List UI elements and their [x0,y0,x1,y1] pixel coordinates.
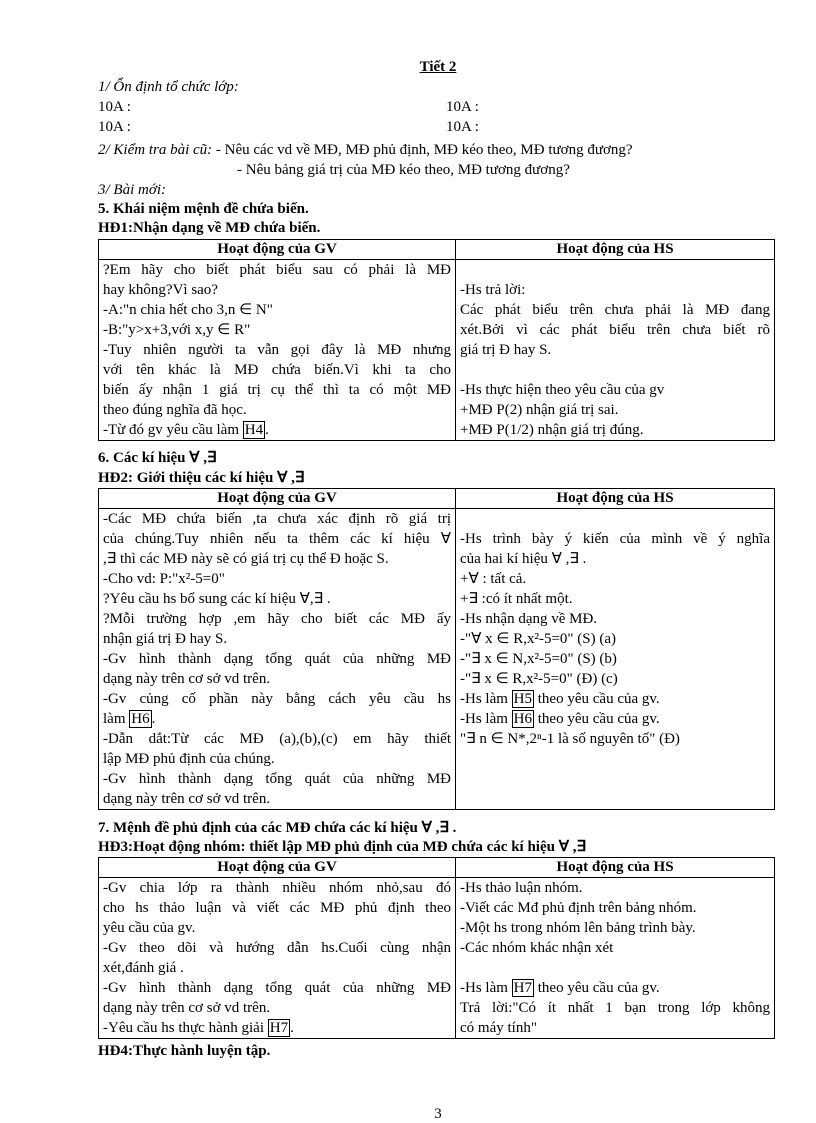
gv-column-header: Hoạt động của GV [99,489,456,509]
task-ref-box: H7 [269,1020,289,1036]
hs-line: -Một hs trong nhóm lên bảng trình bày. [460,920,696,936]
gv-line: -Tuy nhiên người ta vẫn gọi đây là MĐ nhưng [103,342,451,358]
hs-cell [456,509,775,810]
hs-line: có máy tính" [460,1020,537,1036]
gv-line: dạng này trên cơ sở vd trên. [103,791,271,807]
hs-line: -Hs trả lời: [460,282,526,298]
hs-line: -Hs trình bày ý kiến của mình về ý nghĩa [460,531,770,547]
hd3-table [98,857,775,1039]
hs-line: -"∃ x ∈ N,x²-5=0" (S) (b) [460,651,617,667]
gv-cell [99,260,456,441]
hs-cell [456,260,775,441]
hs-line-text: theo yêu cầu của gv. [534,711,660,727]
review-question-2: - Nêu bảng giá trị của MĐ kéo theo, MĐ tương đương? [237,162,570,178]
sec7-heading: 7. Mệnh đề phủ định của các MĐ chứa các kí hiệu ∀ ,∃ . [98,820,457,836]
hs-line: Trả lời:"Có ít nhất 1 bạn trong lớp không [460,1000,770,1016]
gv-line: -A:"n chia hết cho 3,n ∈ N" [103,302,273,318]
hd1-heading: HĐ1:Nhận dạng về MĐ chứa biến. [98,220,321,236]
class-entry: 10A : [98,99,131,115]
gv-line: nhận giá trị Đ hay S. [103,631,228,647]
gv-line: dạng này trên cơ sở vd trên. [103,1000,271,1016]
hs-line: +MĐ P(1/2) nhận giá trị đúng. [460,422,644,438]
gv-line: xét,đánh giá . [103,960,184,976]
hd2-heading: HĐ2: Giới thiệu các kí hiệu ∀ ,∃ [98,470,305,486]
gv-line: -Các MĐ chứa biến ,ta chưa xác định rõ giá trị [103,511,451,527]
hs-line: -Hs thảo luận nhóm. [460,880,583,896]
gv-line: -Gv củng cố phần này bằng cách yêu cầu hs [103,691,451,707]
sec5-heading: 5. Khái niệm mệnh đề chứa biến. [98,201,309,217]
task-ref-box: H7 [513,980,533,996]
gv-cell [99,878,456,1039]
hs-line: -Hs thực hiện theo yêu cầu của gv [460,382,665,398]
hs-line-text: theo yêu cầu của gv. [534,980,660,996]
section-3-heading: 3/ Bài mới: [98,182,166,198]
gv-cell [99,509,456,810]
gv-line [103,1018,451,1038]
class-entry: 10A : [98,119,131,135]
hs-line-text: -Hs làm [460,980,512,996]
hs-line: -Hs nhận dạng về MĐ. [460,611,598,627]
hs-column-header: Hoạt động của HS [456,489,775,509]
hs-line [460,689,770,709]
gv-line: ?Em hãy cho biết phát biểu sau có phải là MĐ [103,262,451,278]
hs-line-text: theo yêu cầu của gv. [534,691,660,707]
gv-line: -Dẫn dắt:Từ các MĐ (a),(b),(c) em hãy thiết [103,731,451,747]
hs-line: giá trị Đ hay S. [460,342,552,358]
task-ref-box: H5 [513,691,533,707]
hs-line: -Các nhóm khác nhận xét [460,940,614,956]
gv-line: -Gv hình thành dạng tổng quát của những MĐ [103,980,451,996]
gv-line: ?Mỗi trường hợp ,em hãy cho biết các MĐ ấy [103,611,451,627]
spacer [460,509,770,529]
gv-line [103,420,451,440]
hs-line: -Viết các Mđ phủ định trên bảng nhóm. [460,900,697,916]
gv-line-text: . [265,422,269,438]
section-1-heading: 1/ Ổn định tổ chức lớp: [98,79,239,95]
gv-line: -Gv hình thành dạng tổng quát của những MĐ [103,651,451,667]
hs-line-text: -Hs làm [460,691,512,707]
gv-column-header: Hoạt động của GV [99,240,456,260]
hs-line: của hai kí hiệu ∀ ,∃ . [460,551,587,567]
gv-line: theo đúng nghĩa đã học. [103,402,247,418]
spacer [460,360,770,380]
gv-line: với tên khác là MĐ chứa biến.Vì khi ta cho [103,362,451,378]
gv-line-text: . [290,1020,294,1036]
gv-line: yêu cầu của gv. [103,920,196,936]
hs-line: Các phát biểu trên chưa phải là MĐ đang [460,302,770,318]
hs-line [460,978,770,998]
gv-line: lập MĐ phủ định của chúng. [103,751,275,767]
page-number: 3 [434,1106,442,1122]
lesson-title: Tiết 2 [419,59,457,75]
task-ref-box: H6 [513,711,533,727]
class-entry: 10A : [446,99,479,115]
gv-line-text: làm [103,711,130,727]
gv-line: ,∃ thì các MĐ này sẽ có giá trị cụ thể Đ hoặc S. [103,551,389,567]
hd4-heading: HĐ4:Thực hành luyện tập. [98,1043,271,1059]
hs-line-text: -Hs làm [460,711,512,727]
hs-line: xét.Bởi vì các phát biểu trên chưa biết rõ [460,322,770,338]
hs-line: -"∃ x ∈ R,x²-5=0" (Đ) (c) [460,671,618,687]
task-ref-box: H4 [244,422,264,438]
gv-line: -Gv chia lớp ra thành nhiều nhóm nhỏ,sau đó [103,880,451,896]
gv-line: -B:"y>x+3,với x,y ∈ R" [103,322,251,338]
gv-line: biến ấy nhận 1 giá trị cụ thể thì ta có một MĐ [103,382,451,398]
gv-line-text: -Từ đó gv yêu cầu làm [103,422,243,438]
hs-line: +∃ :có ít nhất một. [460,591,573,607]
gv-line: của chúng.Tuy nhiên nếu ta thêm các kí hiệu ∀ [103,531,451,547]
hs-line [460,709,770,729]
section-2-label: 2/ Kiểm tra bài cũ: [98,142,213,158]
hd1-table [98,239,775,441]
gv-line: ?Yêu cầu hs bổ sung các kí hiệu ∀,∃ . [103,591,331,607]
gv-line: -Gv theo dõi và hướng dẫn hs.Cuối cùng nhận [103,940,451,956]
hd2-table [98,488,775,810]
gv-line [103,709,451,729]
review-question-1: - Nêu các vd về MĐ, MĐ phủ định, MĐ kéo theo, MĐ tương đương? [212,142,633,158]
hd3-heading: HĐ3:Hoạt động nhóm: thiết lập MĐ phủ định của MĐ chứa các kí hiệu ∀ ,∃ [98,839,586,855]
section-2 [98,142,633,159]
gv-line: -Gv hình thành dạng tổng quát của những MĐ [103,771,451,787]
hs-cell [456,878,775,1039]
gv-line-text: -Yêu cầu hs thực hành giải [103,1020,268,1036]
task-ref-box: H6 [131,711,150,727]
gv-line: cho hs thảo luận và viết các MĐ phủ định theo [103,900,451,916]
gv-line: hay không?Vì sao? [103,282,218,298]
sec6-heading: 6. Các kí hiệu ∀ ,∃ [98,450,217,466]
gv-line: dạng này trên cơ sở vd trên. [103,671,271,687]
hs-line: +MĐ P(2) nhận giá trị sai. [460,402,619,418]
spacer [460,958,770,978]
spacer [460,260,770,280]
gv-column-header: Hoạt động của GV [99,858,456,878]
hs-column-header: Hoạt động của HS [456,858,775,878]
hs-line: -"∀ x ∈ R,x²-5=0" (S) (a) [460,631,617,647]
hs-line: +∀ : tất cả. [460,571,527,587]
gv-line: -Cho vd: P:"x²-5=0" [103,571,225,587]
hs-line: "∃ n ∈ N*,2ⁿ-1 là số nguyên tố" (Đ) [460,731,680,747]
hs-column-header: Hoạt động của HS [456,240,775,260]
gv-line-text: . [151,711,156,727]
class-entry: 10A : [446,119,479,135]
